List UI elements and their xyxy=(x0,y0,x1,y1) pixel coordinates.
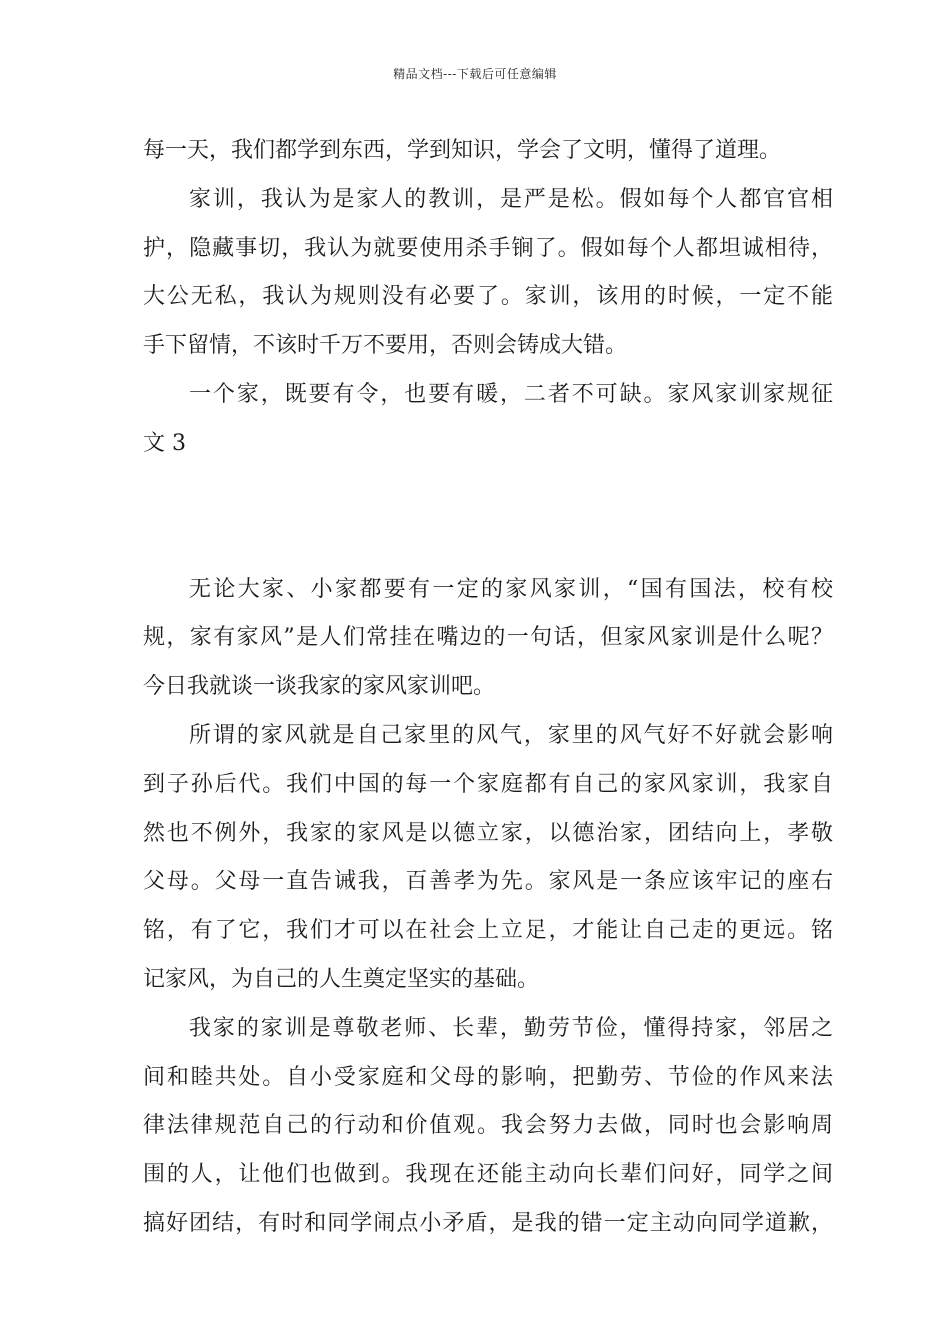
paragraph-gap xyxy=(143,473,833,570)
text-line: 到子孙后代。我们中国的每一个家庭都有自己的家风家训，我家自 xyxy=(143,771,833,797)
text-line: 所谓的家风就是自己家里的风气，家里的风气好不好就会影响 xyxy=(189,722,833,748)
text-line: 规，家有家风”是人们常挂在嘴边的一句话，但家风家训是什么呢？ xyxy=(143,625,833,651)
text-line: 一个家，既要有令，也要有暖，二者不可缺。家风家训家规征 xyxy=(189,381,833,407)
text-line: 今日我就谈一谈我家的家风家训吧。 xyxy=(143,674,496,700)
text-line: 搞好团结，有时和同学闹点小矛盾，是我的错一定主动向同学道歉， xyxy=(143,1210,833,1236)
text-line: 然也不例外，我家的家风是以德立家，以德治家，团结向上，孝敬 xyxy=(143,820,833,846)
text-line: 我家的家训是尊敬老师、长辈，勤劳节俭，懂得持家，邻居之 xyxy=(189,1015,833,1041)
document-body xyxy=(143,131,833,1253)
text-line: 每一天，我们都学到东西，学到知识，学会了文明，懂得了道理。 xyxy=(143,138,782,163)
text-line: 间和睦共处。自小受家庭和父母的影响，把勤劳、节俭的作风来法 xyxy=(143,1064,833,1090)
text-line: 律法律规范自己的行动和价值观。我会努力去做，同时也会影响周 xyxy=(143,1113,833,1139)
text-line: 父母。父母一直告诫我，百善孝为先。家风是一条应该牢记的座右 xyxy=(143,869,833,895)
text-line: 文 3 xyxy=(143,430,186,456)
text-line: 铭，有了它，我们才可以在社会上立足，才能让自己走的更远。铭 xyxy=(143,918,833,944)
page-header: 精品文档---下载后可任意编辑 xyxy=(393,67,557,81)
text-line: 围的人，让他们也做到。我现在还能主动向长辈们问好，同学之间 xyxy=(143,1162,833,1188)
text-line: 无论大家、小家都要有一定的家风家训，“国有国法，校有校 xyxy=(189,576,833,602)
text-line: 家训，我认为是家人的教训，是严是松。假如每个人都官官相 xyxy=(189,186,833,212)
text-line: 大公无私，我认为规则没有必要了。家训，该用的时候，一定不能 xyxy=(143,284,833,310)
text-line: 手下留情，不该时千万不要用，否则会铸成大错。 xyxy=(143,333,628,359)
text-line: 记家风，为自己的人生奠定坚实的基础。 xyxy=(143,966,540,992)
text-line: 护，隐藏事切，我认为就要使用杀手锏了。假如每个人都坦诚相待， xyxy=(143,235,833,261)
